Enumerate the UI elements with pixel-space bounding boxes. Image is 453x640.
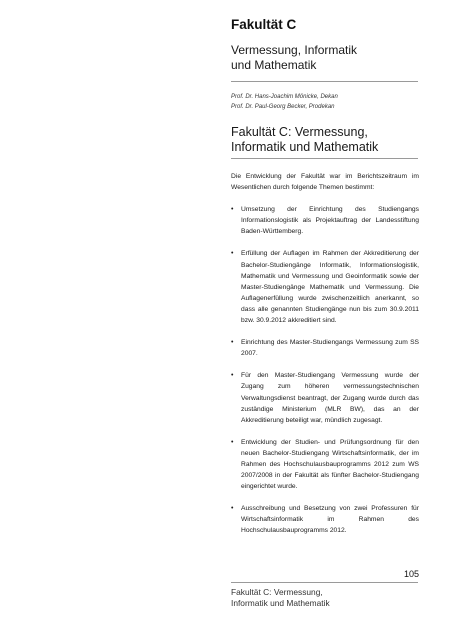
faculty-subtitle-line-2: und Mathematik	[231, 58, 317, 72]
section-title	[231, 125, 419, 155]
page-number: 105	[403, 569, 419, 579]
section-body	[231, 171, 419, 548]
bullet-text: Umsetzung der Einrichtung des Studiengangs Informationslogistik als Projektauftrag der Landesstiftung Baden-Württemberg.	[241, 206, 419, 236]
bullet-item	[231, 337, 419, 359]
bullet-item	[231, 204, 419, 237]
bullet-text: Für den Master-Studiengang Vermessung wurde der Zugang zum höheren vermessungstechnischen Verwaltungsdienst beantragt, der Zugang wurde durch das zuständige Ministerium (MLR BW), das an der Akkreditierung beteiligt war, mündlich zugesagt.	[241, 372, 419, 424]
faculty-heading: Fakultät C	[231, 17, 297, 32]
bullet-dot-icon: •	[231, 438, 234, 446]
running-footer-line-1: Fakultät C: Vermessung,	[231, 587, 323, 597]
divider-top	[231, 81, 418, 82]
faculty-subtitle-line-1: Vermessung, Informatik	[231, 43, 358, 57]
divider-footer	[231, 582, 418, 583]
bullet-dot-icon: •	[231, 339, 234, 347]
dean-name: Prof. Dr. Hans-Joachim Mönicke, Dekan	[231, 94, 338, 100]
bullet-dot-icon: •	[231, 206, 234, 214]
faculty-persons	[231, 92, 419, 112]
bullet-text: Entwicklung der Studien- und Prüfungsordnung für den neuen Bachelor-Studiengang Wirtschaftsinformatik, der im Rahmen des Hochschulausbauprogramms 2012 zum WS 2007/2008 in der Fakultät als fünfter Bachelor-Studiengang eingerichtet wurde.	[241, 438, 419, 491]
section-title-line-2: Informatik und Mathematik	[231, 140, 379, 154]
bullet-dot-icon: •	[231, 250, 234, 258]
faculty-subtitle	[231, 43, 419, 73]
bullet-dot-icon: •	[231, 372, 234, 380]
bullet-item	[231, 437, 419, 492]
bullet-text: Einrichtung des Master-Studiengangs Vermessung zum SS 2007.	[241, 339, 419, 358]
vice-dean-name: Prof. Dr. Paul-Georg Becker, Prodekan	[231, 104, 335, 110]
divider-title	[231, 158, 418, 159]
bullet-dot-icon: •	[231, 505, 234, 513]
running-footer	[231, 587, 419, 609]
bullet-text: Erfüllung der Auflagen im Rahmen der Akkreditierung der Bachelor-Studiengänge Informatik, Informationslogistik, Mathematik und Vermessung und Geoinformatik sowie der Master-Studiengänge Mathematik und Vermessung. Die Auflagenerfüllung wurde zwischenzeitlich anerkannt, so dass alle genannten Studiengänge nun bis zum 30.9.2011 bzw. 30.9.2012 akkreditiert sind.	[241, 250, 419, 325]
bullet-text: Ausschreibung und Besetzung von zwei Professuren für Wirtschaftsinformatik im Rahmen des Hochschulausbauprogramms 2012.	[241, 505, 419, 535]
bullet-item	[231, 370, 419, 425]
section-title-line-1: Fakultät C: Vermessung,	[231, 125, 368, 139]
running-footer-line-2: Informatik und Mathematik	[231, 598, 330, 608]
bullet-item	[231, 248, 419, 326]
bullet-item	[231, 503, 419, 536]
intro-paragraph: Die Entwicklung der Fakultät war im Berichtszeitraum im Wesentlichen durch folgende Themen bestimmt:	[231, 173, 419, 192]
